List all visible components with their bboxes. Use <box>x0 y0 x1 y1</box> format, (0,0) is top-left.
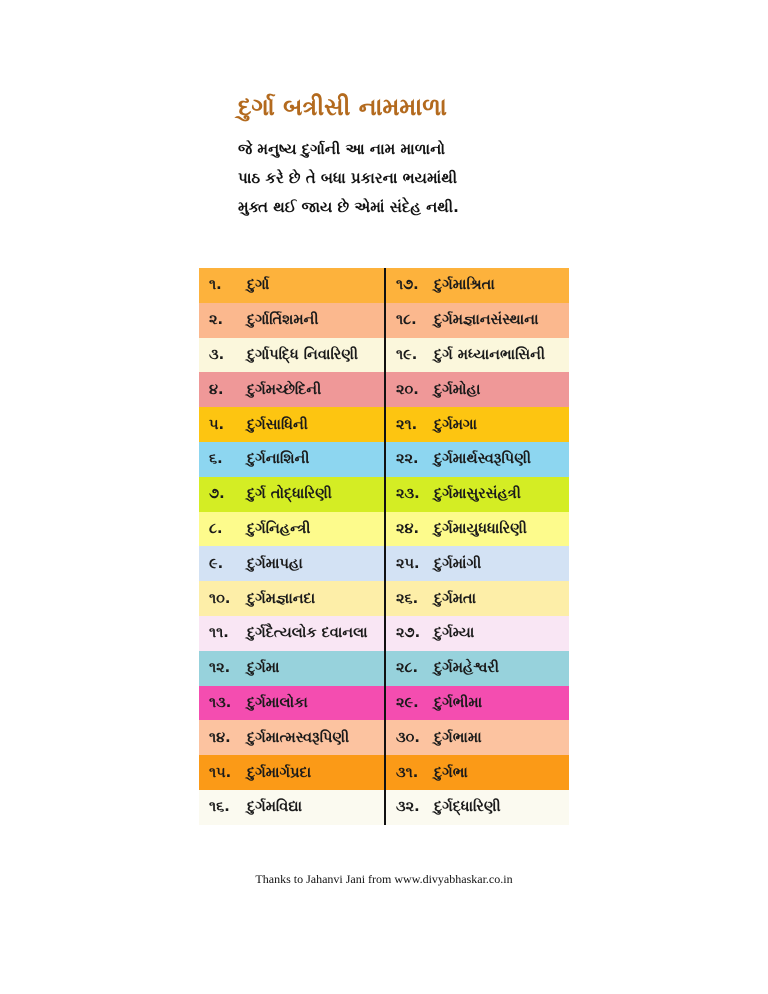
name-text: દુર્ગ તોદ્ધારિણી <box>247 486 332 503</box>
name-text: દુર્ગ મધ્યાનભાસિની <box>434 346 546 363</box>
left-name-cell <box>199 755 384 790</box>
name-number: ૨૬. <box>396 590 419 607</box>
name-number: ૨૮. <box>396 660 418 677</box>
right-name-cell <box>384 581 569 616</box>
name-number: ૧૫. <box>209 764 232 781</box>
table-row <box>199 372 569 407</box>
left-name-cell <box>199 303 384 338</box>
name-number: ૧૧. <box>209 625 229 642</box>
right-name-cell <box>384 755 569 790</box>
name-number: ૧૬. <box>209 799 230 816</box>
table-row <box>199 512 569 547</box>
name-number: ૩૧. <box>396 764 419 781</box>
name-text: દુર્ગનાશિની <box>247 451 310 468</box>
table-row <box>199 442 569 477</box>
left-name-cell <box>199 546 384 581</box>
name-number: ૧૪. <box>209 729 231 746</box>
name-number: ૩૦. <box>396 729 420 746</box>
table-row <box>199 651 569 686</box>
table-row <box>199 581 569 616</box>
name-text: દુર્ગનિહન્ત્રી <box>247 520 311 537</box>
right-name-cell <box>384 442 569 477</box>
name-number: ૨૨. <box>396 451 419 468</box>
name-number: ૨૧. <box>396 416 418 433</box>
name-number: ૬. <box>209 451 223 468</box>
name-text: દુર્ગમચ્છેદિની <box>247 381 322 398</box>
left-name-cell <box>199 407 384 442</box>
intro-line: મુક્ત થઈ જાય છે એમાં સંદેહ નથી. <box>238 198 459 216</box>
name-number: ૧૩. <box>209 694 232 711</box>
name-number: ૨૫. <box>396 555 420 572</box>
name-number: ૧૭. <box>396 277 419 294</box>
name-text: દુર્ગમાપહા <box>247 555 303 572</box>
name-number: ૯. <box>209 555 224 572</box>
table-row <box>199 616 569 651</box>
table-row <box>199 338 569 373</box>
right-name-cell <box>384 512 569 547</box>
name-number: ૨૩. <box>396 486 420 503</box>
table-row <box>199 686 569 721</box>
left-name-cell <box>199 442 384 477</box>
name-number: ૮. <box>209 520 223 537</box>
right-name-cell <box>384 372 569 407</box>
name-text: દુર્ગભા <box>434 764 468 781</box>
name-number: ૫. <box>209 416 225 433</box>
name-text: દુર્ગમાર્થસ્વરૂપિણી <box>434 451 532 468</box>
table-row <box>199 546 569 581</box>
right-name-cell <box>384 338 569 373</box>
name-number: ૨૯. <box>396 694 419 711</box>
right-name-cell <box>384 720 569 755</box>
name-text: દુર્ગાપદ્ધિ નિવારિણી <box>247 346 359 363</box>
name-number: ૭. <box>209 486 225 503</box>
name-text: દુર્ગમાલોકા <box>247 694 308 711</box>
name-text: દુર્ગદૈત્યલોક દવાનલા <box>247 625 368 642</box>
left-name-cell <box>199 581 384 616</box>
name-text: દુર્ગમાર્ગપ્રદા <box>247 764 312 781</box>
name-text: દુર્ગસાધિની <box>247 416 308 433</box>
name-text: દુર્ગમાસુરસંહત્રી <box>434 486 521 503</box>
right-name-cell <box>384 268 569 303</box>
name-text: દુર્ગમહેશ્વરી <box>434 660 500 677</box>
name-text: દુર્ગમા <box>247 660 280 677</box>
name-text: દુર્ગમ્યા <box>434 625 475 642</box>
name-number: ૩૨. <box>396 799 420 816</box>
left-name-cell <box>199 686 384 721</box>
name-text: દુર્ગમાંગી <box>434 555 482 572</box>
left-name-cell <box>199 477 384 512</box>
table-row <box>199 755 569 790</box>
table-row <box>199 303 569 338</box>
table-row <box>199 720 569 755</box>
intro-text <box>238 135 578 222</box>
name-number: ૧૯. <box>396 346 418 363</box>
name-number: ૨૦. <box>396 381 419 398</box>
right-name-cell <box>384 616 569 651</box>
left-name-cell <box>199 512 384 547</box>
right-name-cell <box>384 546 569 581</box>
table-row <box>199 407 569 442</box>
name-text: દુર્ગમગા <box>434 416 478 433</box>
name-text: દુર્ગભામા <box>434 729 482 746</box>
name-number: ૧૦. <box>209 590 231 607</box>
name-text: દુર્ગમોહા <box>434 381 481 398</box>
names-table <box>199 268 569 825</box>
left-name-cell <box>199 338 384 373</box>
table-row <box>199 477 569 512</box>
name-number: ૨. <box>209 312 224 329</box>
left-name-cell <box>199 720 384 755</box>
right-name-cell <box>384 477 569 512</box>
name-number: ૪. <box>209 381 224 398</box>
name-text: દુર્ગમજ્ઞાનદા <box>247 590 316 607</box>
left-name-cell <box>199 790 384 825</box>
left-name-cell <box>199 372 384 407</box>
right-name-cell <box>384 651 569 686</box>
name-number: ૩. <box>209 346 225 363</box>
intro-line: જે મનુષ્ય દુર્ગાની આ નામ માળાનો <box>238 140 446 158</box>
table-row <box>199 790 569 825</box>
name-number: ૧. <box>209 277 222 294</box>
name-text: દુર્ગમજ્ઞાનસંસ્થાના <box>434 312 539 329</box>
name-text: દુર્ગમતા <box>434 590 477 607</box>
name-text: દુર્ગમાયુધધારિણી <box>434 520 527 537</box>
left-name-cell <box>199 651 384 686</box>
name-text: દુર્ગભીમા <box>434 694 483 711</box>
name-number: ૨૭. <box>396 625 421 642</box>
name-text: દુર્ગાર્તિશમની <box>247 312 319 329</box>
intro-line: પાઠ કરે છે તે બધા પ્રકારના ભયમાંથી <box>238 169 458 187</box>
left-name-cell <box>199 268 384 303</box>
right-name-cell <box>384 303 569 338</box>
name-text: દુર્ગમાત્મસ્વરૂપિણી <box>247 729 350 746</box>
name-number: ૧૮. <box>396 312 417 329</box>
left-name-cell <box>199 616 384 651</box>
right-name-cell <box>384 407 569 442</box>
right-name-cell <box>384 686 569 721</box>
name-text: દુર્ગમાશ્રિતા <box>434 277 495 294</box>
right-name-cell <box>384 790 569 825</box>
name-text: દુર્ગમવિદ્યા <box>247 799 303 816</box>
footer-credit: Thanks to Jahanvi Jani from www.divyabhaskar.co.in <box>255 872 513 886</box>
name-number: ૨૪. <box>396 520 420 537</box>
table-row <box>199 268 569 303</box>
name-text: દુર્ગા <box>247 277 270 294</box>
name-text: દુર્ગદ્ધારિણી <box>434 799 501 816</box>
page-title: દુર્ગા બત્રીસી નામમાળા <box>238 93 447 121</box>
name-number: ૧૨. <box>209 660 231 677</box>
